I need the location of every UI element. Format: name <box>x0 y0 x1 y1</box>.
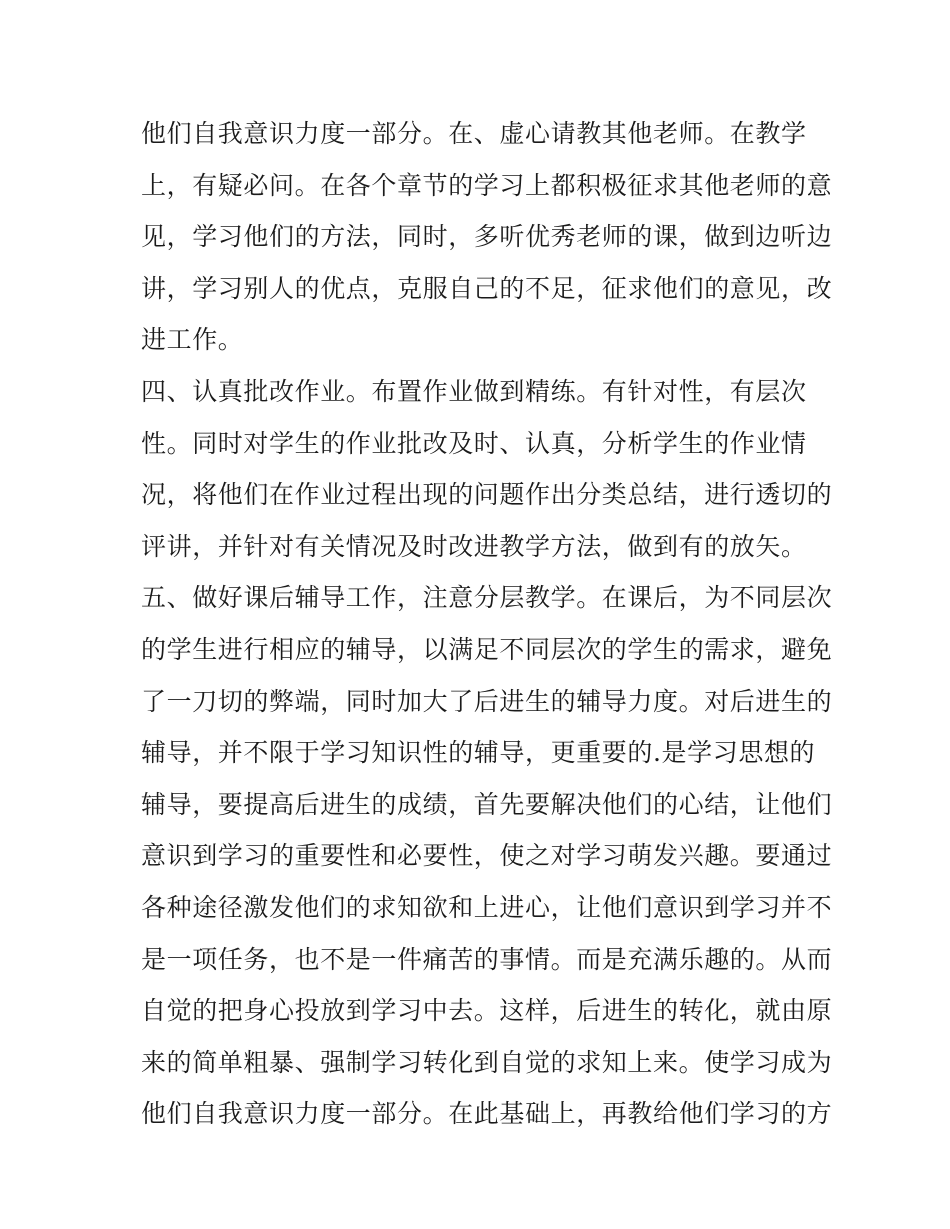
text-line: 是一项任务，也不是一件痛苦的事情。而是充满乐趣的。从而 <box>141 944 833 974</box>
text-line: 自觉的把身心投放到学习中去。这样，后进生的转化，就由原 <box>141 996 833 1026</box>
text-line: 了一刀切的弊端，同时加大了后进生的辅导力度。对后进生的 <box>141 686 833 716</box>
text-line: 的学生进行相应的辅导，以满足不同层次的学生的需求，避免 <box>141 634 833 664</box>
text-line: 进工作。 <box>141 325 244 355</box>
text-line: 他们自我意识力度一部分。在、虚心请教其他老师。在教学 <box>141 119 807 148</box>
text-line: 意识到学习的重要性和必要性，使之对学习萌发兴趣。要通过 <box>141 841 833 871</box>
text-line: 况，将他们在作业过程出现的问题作出分类总结，进行透切的 <box>141 480 833 510</box>
text-line: 他们自我意识力度一部分。在此基础上，再教给他们学习的方 <box>141 1099 833 1129</box>
text-line: 辅导，并不限于学习知识性的辅导，更重要的.是学习思想的 <box>141 738 816 768</box>
text-line: 辅导，要提高后进生的成绩，首先要解决他们的心结，让他们 <box>141 789 833 819</box>
text-line: 上，有疑必问。在各个章节的学习上都积极征求其他老师的意 <box>141 170 833 200</box>
document-body <box>141 108 833 1140</box>
text-line: 来的简单粗暴、强制学习转化到自觉的求知上来。使学习成为 <box>141 1047 833 1077</box>
text-line: 五、做好课后辅导工作，注意分层教学。在课后，为不同层次 <box>141 583 833 613</box>
text-line: 各种途径激发他们的求知欲和上进心，让他们意识到学习并不 <box>141 892 833 922</box>
text-line: 评讲，并针对有关情况及时改进教学方法，做到有的放矢。 <box>141 531 807 561</box>
text-line: 见，学习他们的方法，同时，多听优秀老师的课，做到边听边 <box>141 222 833 252</box>
text-line: 讲，学习别人的优点，克服自己的不足，征求他们的意见，改 <box>141 273 833 303</box>
text-line: 四、认真批改作业。布置作业做到精练。有针对性，有层次 <box>141 376 807 406</box>
text-line: 性。同时对学生的作业批改及时、认真，分析学生的作业情 <box>141 428 807 458</box>
